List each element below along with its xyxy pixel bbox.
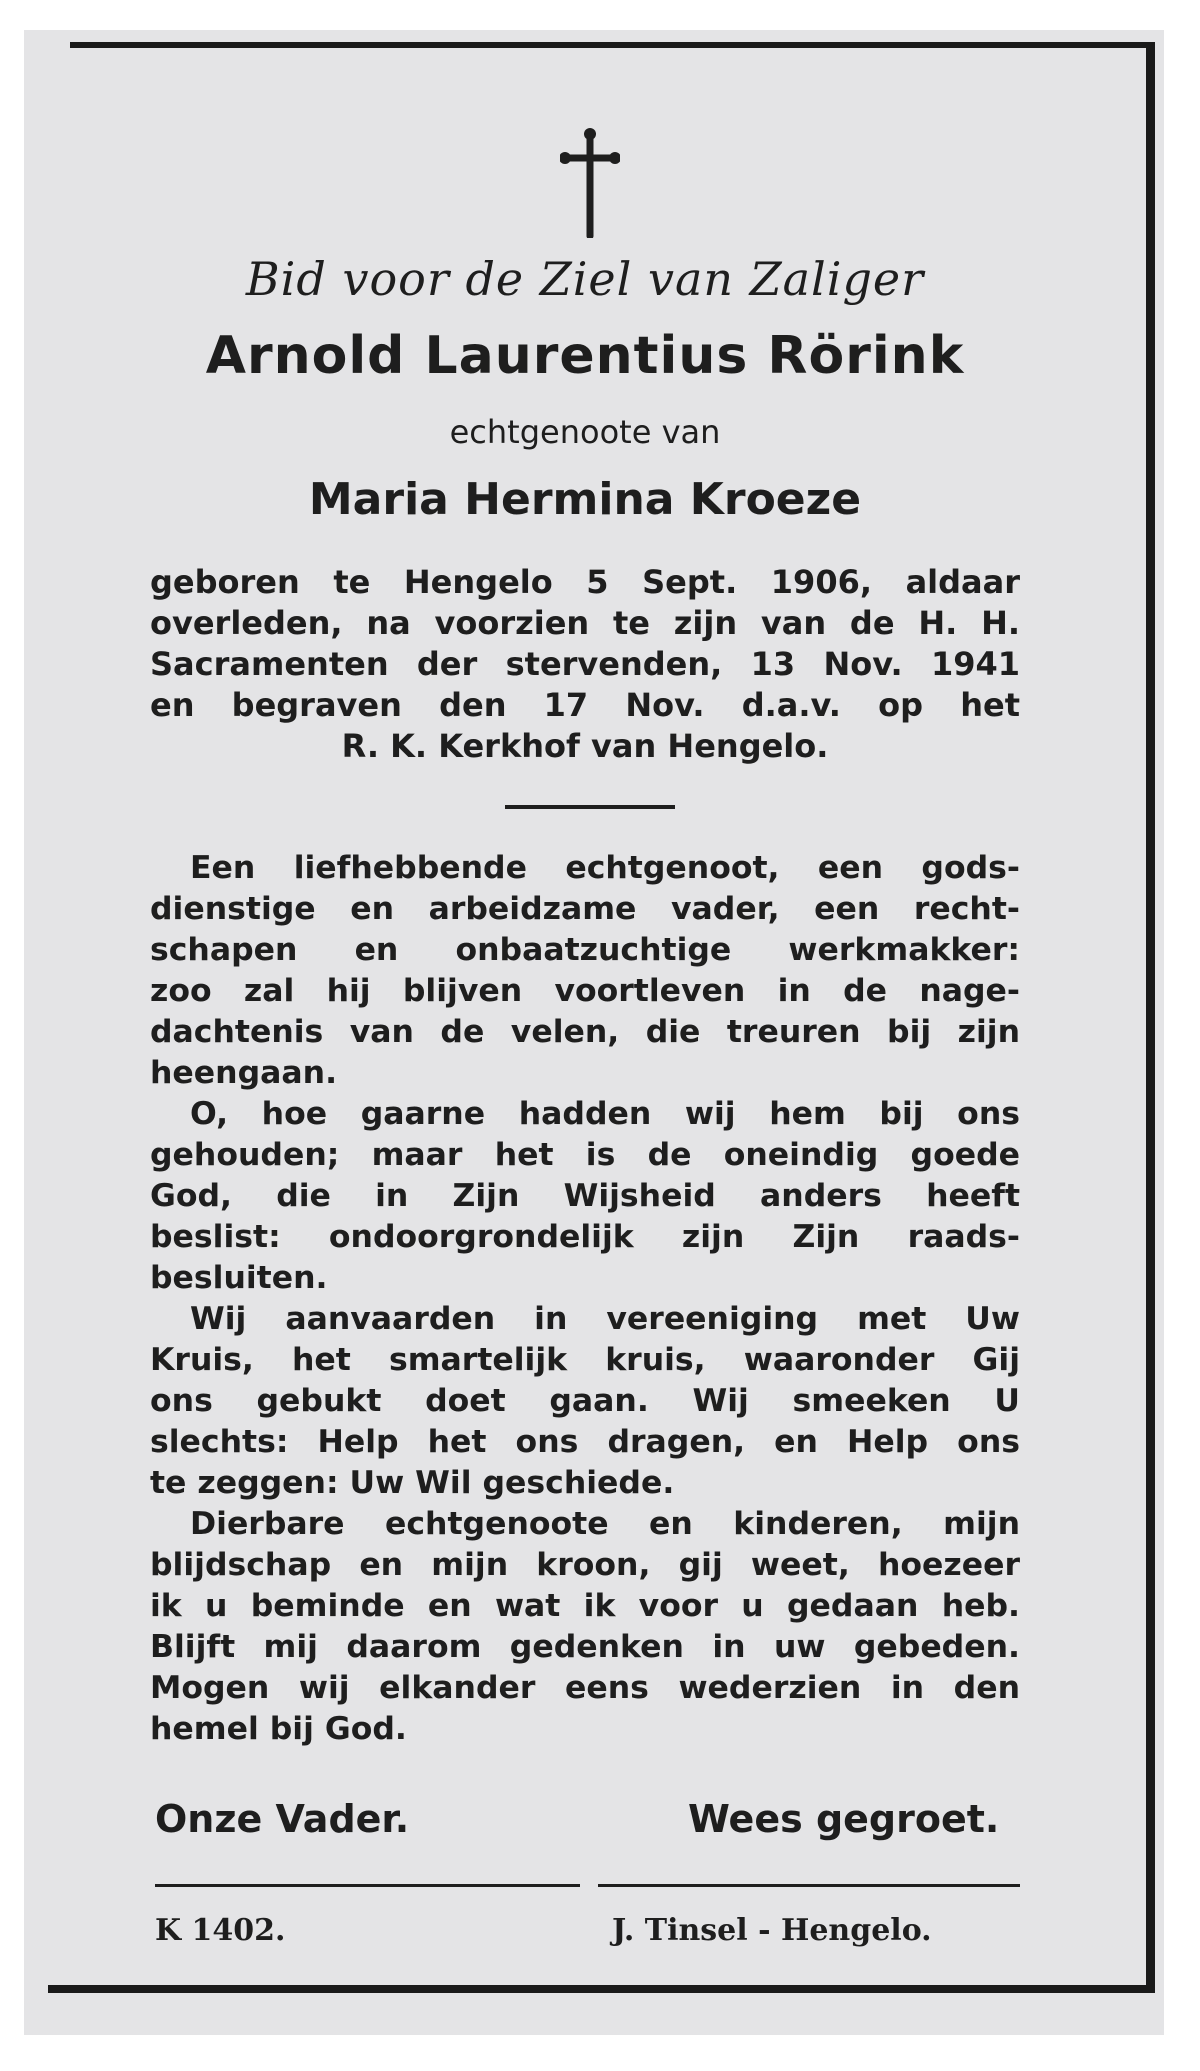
body-line: ons gebukt doet gaan. Wij smeeken U <box>150 1383 1020 1419</box>
bio-line: overleden, na voorzien te zijn van de H. H. <box>150 604 1020 642</box>
body-line: Dierbare echtgenoote en kinderen, mijn <box>190 1506 1020 1542</box>
body-line: O, hoe gaarne hadden wij hem bij ons <box>190 1096 1020 1132</box>
printer-credit: J. Tinsel - Hengelo. <box>612 1913 932 1948</box>
body-line: Kruis, het smartelijk kruis, waaronder Gij <box>150 1342 1020 1378</box>
footer-rule-right <box>598 1884 1020 1887</box>
body-line: heengaan. <box>150 1055 338 1091</box>
body-line: Mogen wij elkander eens wederzien in den <box>150 1670 1020 1706</box>
deceased-name: Arnold Laurentius Rörink <box>205 326 965 386</box>
body-line: Een liefhebbende echtgenoot, een gods- <box>190 850 1020 886</box>
prayer-hail-mary: Wees gegroet. <box>688 1797 1000 1841</box>
bio-line: R. K. Kerkhof van Hengelo. <box>341 727 829 765</box>
body-line: ik u beminde en wat ik voor u gedaan heb. <box>150 1588 1020 1624</box>
spouse-of-label: echtgenoote van <box>449 413 721 451</box>
spouse-name: Maria Hermina Kroeze <box>308 474 862 525</box>
body-line: besluiten. <box>150 1260 328 1296</box>
body-line: blijdschap en mijn kroon, gij weet, hoezeer <box>150 1547 1020 1583</box>
card-border-top <box>70 42 1155 48</box>
separator-rule <box>505 805 675 809</box>
card-border-bottom <box>48 1985 1155 1993</box>
body-line: schapen en onbaatzuchtige werkmakker: <box>150 932 1020 968</box>
card-code: K 1402. <box>155 1913 286 1948</box>
body-line: God, die in Zijn Wijsheid anders heeft <box>150 1178 1020 1214</box>
card-border-right <box>1146 42 1155 1992</box>
body-line: Blijft mij daarom gedenken in uw gebeden. <box>150 1629 1020 1665</box>
body-line: gehouden; maar het is de oneindig goede <box>150 1137 1020 1173</box>
body-line: Wij aanvaarden in vereeniging met Uw <box>190 1301 1020 1337</box>
prayer-our-father: Onze Vader. <box>155 1797 410 1841</box>
footer-rule-left <box>155 1884 580 1887</box>
body-line: te zeggen: Uw Wil geschiede. <box>150 1465 675 1501</box>
body-line: dienstige en arbeidzame vader, een recht- <box>150 891 1020 927</box>
bio-line: en begraven den 17 Nov. d.a.v. op het <box>150 686 1020 724</box>
intro-line: Bid voor de Ziel van Zaliger <box>245 252 925 306</box>
body-line: dachtenis van de velen, die treuren bij zijn <box>150 1014 1020 1050</box>
bio-line: Sacramenten der stervenden, 13 Nov. 1941 <box>150 645 1020 683</box>
bio-line: geboren te Hengelo 5 Sept. 1906, aldaar <box>150 563 1020 601</box>
cross-icon <box>560 128 620 238</box>
body-line: slechts: Help het ons dragen, en Help ons <box>150 1424 1020 1460</box>
body-line: hemel bij God. <box>150 1711 407 1747</box>
body-line: beslist: ondoorgrondelijk zijn Zijn raads- <box>150 1219 1020 1255</box>
body-line: zoo zal hij blijven voortleven in de nage- <box>150 973 1020 1009</box>
